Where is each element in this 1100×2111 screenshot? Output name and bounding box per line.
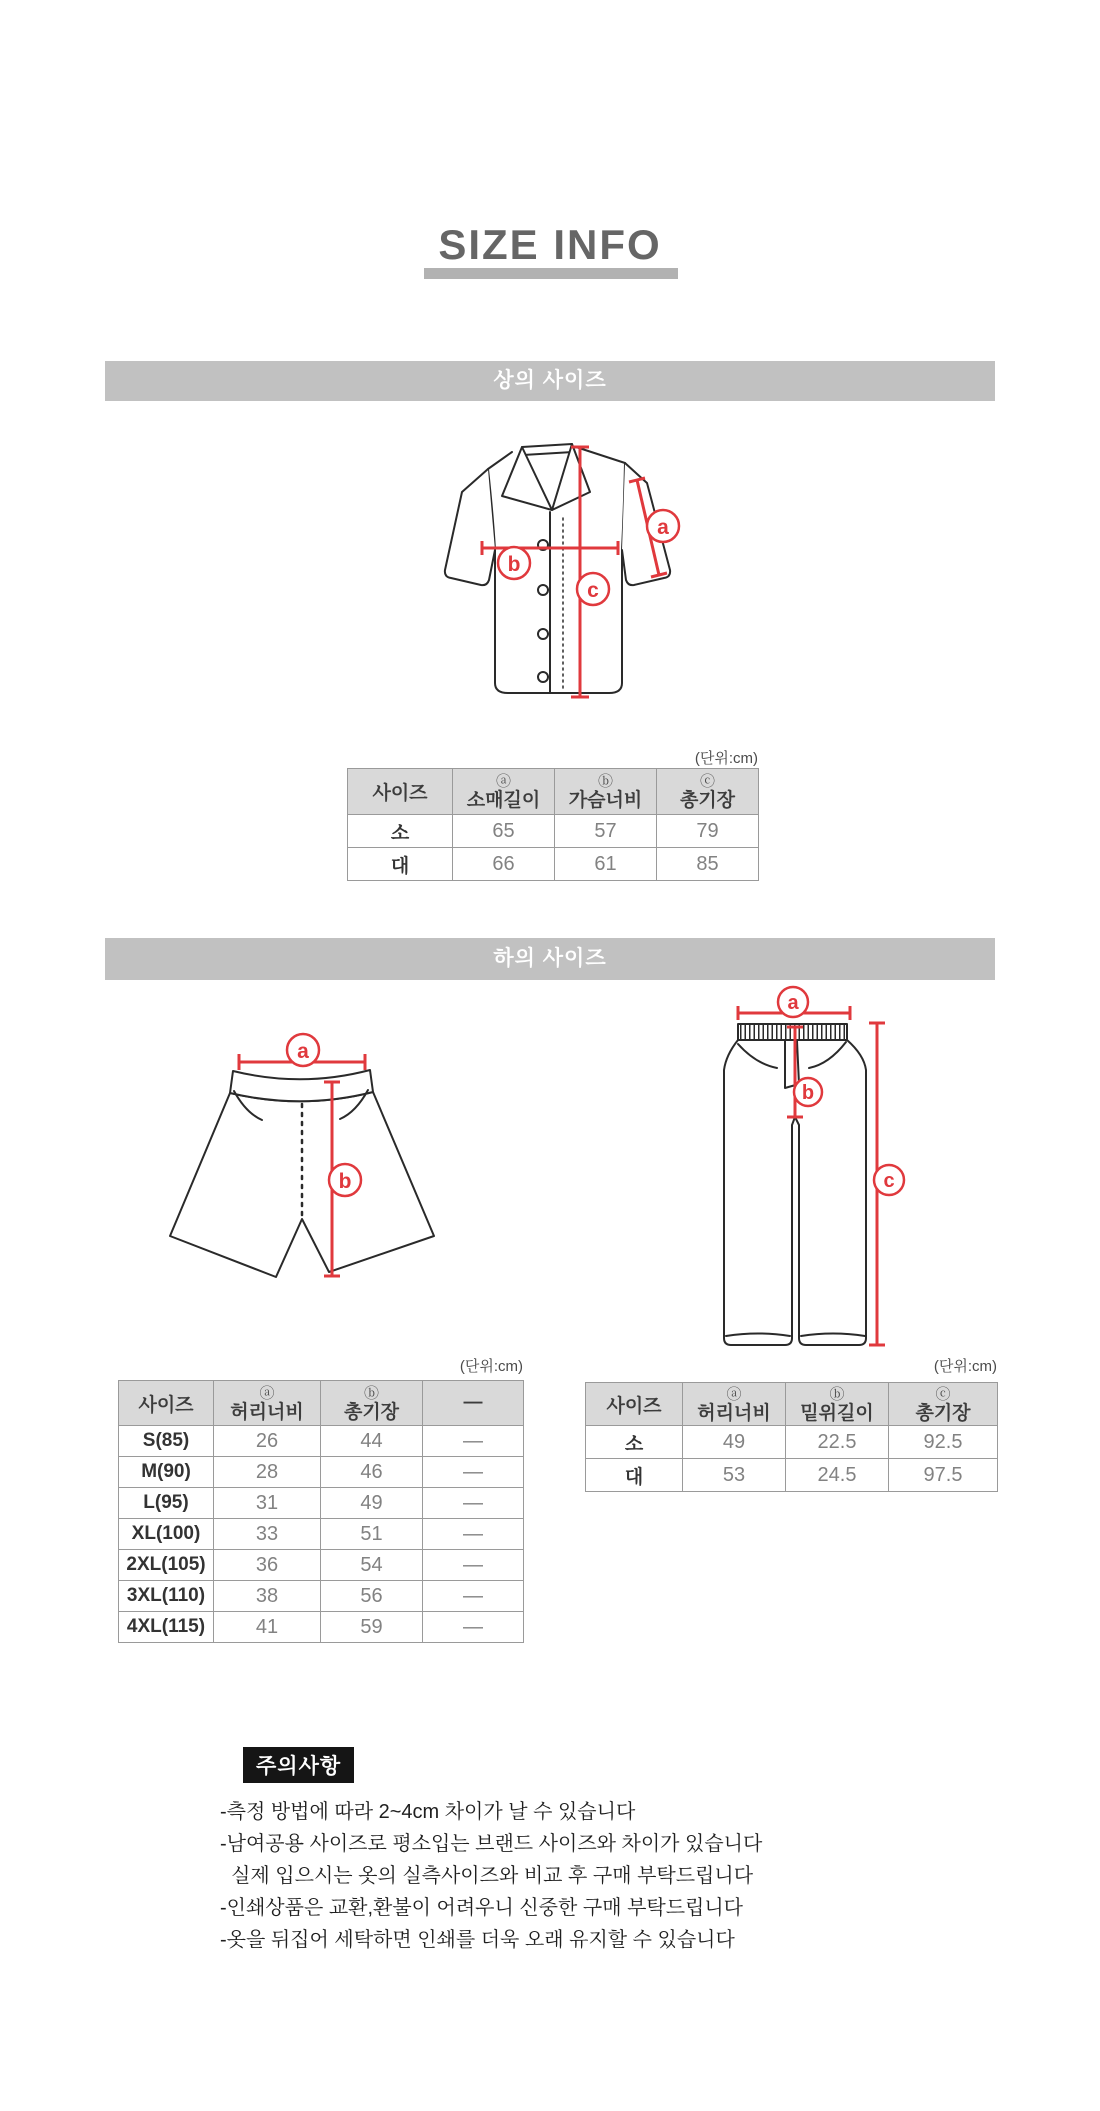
- unit-label-shorts: (단위:cm): [459, 1358, 523, 1375]
- circled-mark: ⓒ: [935, 1385, 951, 1403]
- table-header-row: [348, 769, 759, 815]
- value-cell: 79: [657, 815, 759, 848]
- value-cell: 49: [683, 1426, 786, 1459]
- value-cell: 56: [321, 1581, 423, 1612]
- notice-line: -측정 방법에 따라 2~4cm 차이가 날 수 있습니다: [220, 1801, 636, 1823]
- circled-mark: ⓑ: [363, 1384, 379, 1402]
- mark-letter-b: b: [507, 553, 521, 576]
- table-row: [119, 1612, 524, 1643]
- value-cell: —: [423, 1488, 524, 1519]
- value-cell: 31: [214, 1488, 321, 1519]
- value-cell: 28: [214, 1457, 321, 1488]
- circled-mark: ⓑ: [597, 773, 613, 790]
- table-row: [119, 1426, 524, 1457]
- size-cell: 3XL(110): [119, 1581, 214, 1612]
- notice-title: 주의사항: [243, 1747, 354, 1783]
- value-cell: —: [423, 1550, 524, 1581]
- size-cell: 대: [348, 848, 453, 881]
- value-cell: 36: [214, 1550, 321, 1581]
- value-cell: —: [423, 1612, 524, 1643]
- value-cell: 61: [555, 848, 657, 881]
- header-cell: 사이즈: [119, 1381, 214, 1426]
- size-cell: 2XL(105): [119, 1550, 214, 1581]
- notice-line: -옷을 뒤집어 세탁하면 인쇄를 더욱 오래 유지할 수 있습니다: [220, 1929, 735, 1951]
- value-cell: 46: [321, 1457, 423, 1488]
- size-cell: 소: [348, 815, 453, 848]
- unit-label-top: (단위:cm): [694, 750, 758, 767]
- size-cell: L(95): [119, 1488, 214, 1519]
- value-cell: 54: [321, 1550, 423, 1581]
- section-banner-bottom: 하의 사이즈: [105, 938, 995, 980]
- size-cell: 대: [586, 1459, 683, 1492]
- value-cell: 41: [214, 1612, 321, 1643]
- shirt-left-sleeve: [445, 469, 495, 585]
- value-cell: 22.5: [786, 1426, 889, 1459]
- value-cell: 59: [321, 1612, 423, 1643]
- header-cell: ⓒ 총기장: [889, 1383, 998, 1426]
- value-cell: —: [423, 1519, 524, 1550]
- value-cell: 26: [214, 1426, 321, 1457]
- circled-mark: ⓐ: [495, 773, 511, 790]
- header-cell: ⓐ 허리너비: [683, 1383, 786, 1426]
- mark-letter-a: a: [787, 992, 799, 1014]
- header-cell: ⓒ 총기장: [657, 769, 759, 815]
- header-cell: —: [423, 1381, 524, 1426]
- value-cell: 24.5: [786, 1459, 889, 1492]
- value-cell: 38: [214, 1581, 321, 1612]
- size-cell: 4XL(115): [119, 1612, 214, 1643]
- table-row: [348, 848, 759, 881]
- value-cell: 33: [214, 1519, 321, 1550]
- header-cell: ⓐ 소매길이: [453, 769, 555, 815]
- circled-mark: ⓑ: [829, 1385, 845, 1403]
- table-header-row: [119, 1381, 524, 1426]
- shirt-diagram: [400, 420, 700, 720]
- table-row: [119, 1457, 524, 1488]
- value-cell: 51: [321, 1519, 423, 1550]
- header-cell: ⓑ 밑위길이: [786, 1383, 889, 1426]
- header-cell: 사이즈: [348, 769, 453, 815]
- value-cell: —: [423, 1581, 524, 1612]
- size-cell: XL(100): [119, 1519, 214, 1550]
- unit-label-pants: (단위:cm): [933, 1358, 997, 1375]
- pants-size-table: [585, 1382, 998, 1492]
- pants-diagram: [680, 960, 980, 1380]
- table-row: [119, 1488, 524, 1519]
- size-cell: M(90): [119, 1457, 214, 1488]
- value-cell: 53: [683, 1459, 786, 1492]
- circled-mark: ⓐ: [726, 1385, 742, 1403]
- value-cell: —: [423, 1426, 524, 1457]
- table-row: [119, 1581, 524, 1612]
- shirt-button: [538, 672, 548, 682]
- mark-letter-b: b: [338, 1170, 352, 1193]
- shorts-diagram: [130, 1000, 460, 1320]
- circled-mark: ⓒ: [699, 773, 715, 790]
- notice-line: 실제 입으시는 옷의 실측사이즈와 비교 후 구매 부탁드립니다: [220, 1865, 754, 1887]
- value-cell: 57: [555, 815, 657, 848]
- page-title: SIZE INFO: [438, 221, 662, 268]
- value-cell: 92.5: [889, 1426, 998, 1459]
- header-cell: ⓐ 허리너비: [214, 1381, 321, 1426]
- shirt-button: [538, 629, 548, 639]
- table-row: [586, 1459, 998, 1492]
- header-cell: 사이즈: [586, 1383, 683, 1426]
- section-banner-top: 상의 사이즈: [105, 361, 995, 401]
- shirt-button: [538, 585, 548, 595]
- mark-letter-b: b: [801, 1082, 815, 1104]
- table-header-row: [586, 1383, 998, 1426]
- mark-letter-c: c: [587, 579, 599, 602]
- circled-mark: ⓐ: [259, 1384, 275, 1402]
- top-size-table: [347, 768, 759, 881]
- value-cell: 65: [453, 815, 555, 848]
- notice-line: -인쇄상품은 교환,환불이 어려우니 신중한 구매 부탁드립니다: [220, 1897, 743, 1919]
- value-cell: 97.5: [889, 1459, 998, 1492]
- header-cell: ⓑ 총기장: [321, 1381, 423, 1426]
- header-cell: ⓑ 가슴너비: [555, 769, 657, 815]
- table-row: [348, 815, 759, 848]
- value-cell: 44: [321, 1426, 423, 1457]
- title-underline: [424, 268, 678, 279]
- table-row: [119, 1519, 524, 1550]
- table-row: [586, 1426, 998, 1459]
- value-cell: 66: [453, 848, 555, 881]
- value-cell: 49: [321, 1488, 423, 1519]
- mark-letter-a: a: [657, 516, 669, 539]
- shorts-size-table: [118, 1380, 524, 1643]
- notice-line: -남여공용 사이즈로 평소입는 브랜드 사이즈와 차이가 있습니다: [220, 1833, 763, 1855]
- table-row: [119, 1550, 524, 1581]
- shirt-back-collar: [522, 444, 573, 455]
- size-cell: S(85): [119, 1426, 214, 1457]
- pants-fly: [785, 1041, 799, 1088]
- value-cell: —: [423, 1457, 524, 1488]
- value-cell: 85: [657, 848, 759, 881]
- mark-letter-a: a: [297, 1040, 309, 1063]
- shorts-waistband: [230, 1070, 373, 1101]
- mark-letter-c: c: [883, 1170, 895, 1192]
- size-cell: 소: [586, 1426, 683, 1459]
- notice-list: [220, 1796, 762, 1956]
